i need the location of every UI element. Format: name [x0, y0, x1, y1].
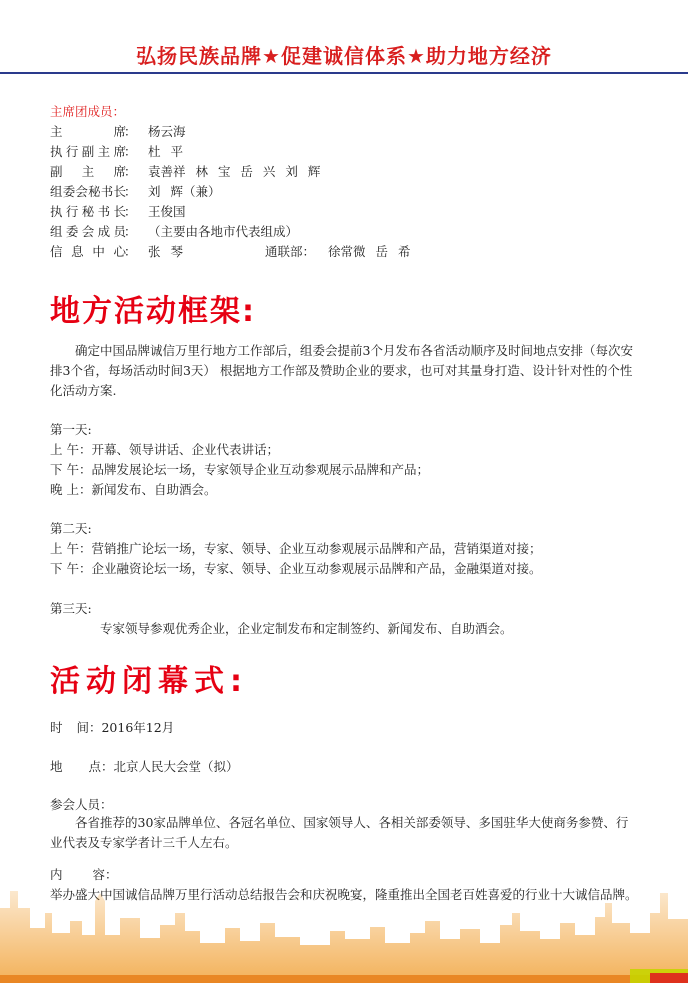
roster-colon: ： [124, 244, 137, 259]
roster-colon: ： [124, 204, 137, 219]
roster-member-name: （主要由各地市代表组成） [148, 224, 299, 239]
roster-role-label: 主席 [50, 124, 126, 139]
closing-place: 地 点：北京人民大会堂（拟） [50, 759, 239, 774]
content-text: 举办盛大中国诚信品牌万里行活动总结报告会和庆祝晚宴，隆重推出全国老百姓喜爱的行业十大诚信品牌。 [50, 887, 638, 902]
roster-role-label: 组委会成员 [50, 224, 126, 239]
roster-role-label: 副主席 [50, 164, 126, 179]
liaison-value: 徐常微 岳 希 [328, 244, 411, 259]
framework-intro: 确定中国品牌诚信万里行地方工作部后，组委会提前3个月发布各省活动顺序及时间地点安排（每次安排3个省，每场活动时间3天） 根据地方工作部及赞助企业的要求，也可对其量身打造、设计针对性的个性化活动方案. [50, 343, 633, 398]
roster-colon: ： [124, 144, 137, 159]
roster-colon: ： [124, 224, 137, 239]
city-skyline-decoration [0, 873, 688, 983]
framework-heading: 地方活动框架: [50, 294, 256, 329]
liaison-label: 通联部： [265, 244, 316, 259]
day1-item: 下 午：品牌发展论坛一场，专家领导企业互动参观展示品牌和产品； [50, 462, 429, 477]
day1-item: 上 午：开幕、领导讲话、企业代表讲话； [50, 442, 279, 457]
roster-member-name: 杜 平 [148, 144, 183, 159]
day3-title: 第三天: [50, 601, 92, 616]
roster-role-label: 执行副主席 [50, 144, 126, 159]
attendees-text: 各省推荐的30家品牌单位、各冠名单位、国家领导人、各相关部委领导、多国驻华大使商务参赞、行业代表及专家学者计三千人左右。 [50, 815, 629, 850]
day2-item: 下 午：企业融资论坛一场，专家、领导、企业互动参观展示品牌和产品，金融渠道对接。 [50, 561, 542, 576]
day1-title: 第一天: [50, 422, 92, 437]
closing-heading: 活动闭幕式: [50, 664, 248, 699]
roster-member-name: 张 琴 [148, 244, 183, 259]
day3-item: 专家领导参观优秀企业，企业定制发布和定制签约、新闻发布、自助酒会。 [100, 621, 513, 636]
day2-title: 第二天: [50, 521, 92, 536]
roster-member-name: 王俊国 [148, 204, 186, 219]
banner-divider [0, 72, 688, 74]
roster-member-name: 刘 辉（兼） [148, 184, 221, 199]
roster-role-label: 组委会秘书长 [50, 184, 126, 199]
page-banner: 弘扬民族品牌★促建诚信体系★助力地方经济 [136, 44, 552, 68]
roster-colon: ： [124, 184, 137, 199]
attendees-label: 参会人员： [50, 797, 113, 812]
roster-member-name: 袁善祥 林 宝 岳 兴 刘 辉 [148, 164, 321, 179]
committee-title: 主席团成员： [50, 104, 126, 119]
roster-member-name: 杨云海 [148, 124, 186, 139]
day2-item: 上 午：营销推广论坛一场，专家、领导、企业互动参观展示品牌和产品，营销渠道对接； [50, 541, 542, 556]
roster-colon: ： [124, 124, 137, 139]
day1-item: 晚 上：新闻发布、自助酒会。 [50, 482, 217, 497]
roster-role-label: 执行秘书长 [50, 204, 126, 219]
closing-time: 时 间：2016年12月 [50, 720, 175, 735]
roster-role-label: 信息中心 [50, 244, 126, 259]
content-label: 内 容： [50, 867, 118, 882]
roster-colon: ： [124, 164, 137, 179]
